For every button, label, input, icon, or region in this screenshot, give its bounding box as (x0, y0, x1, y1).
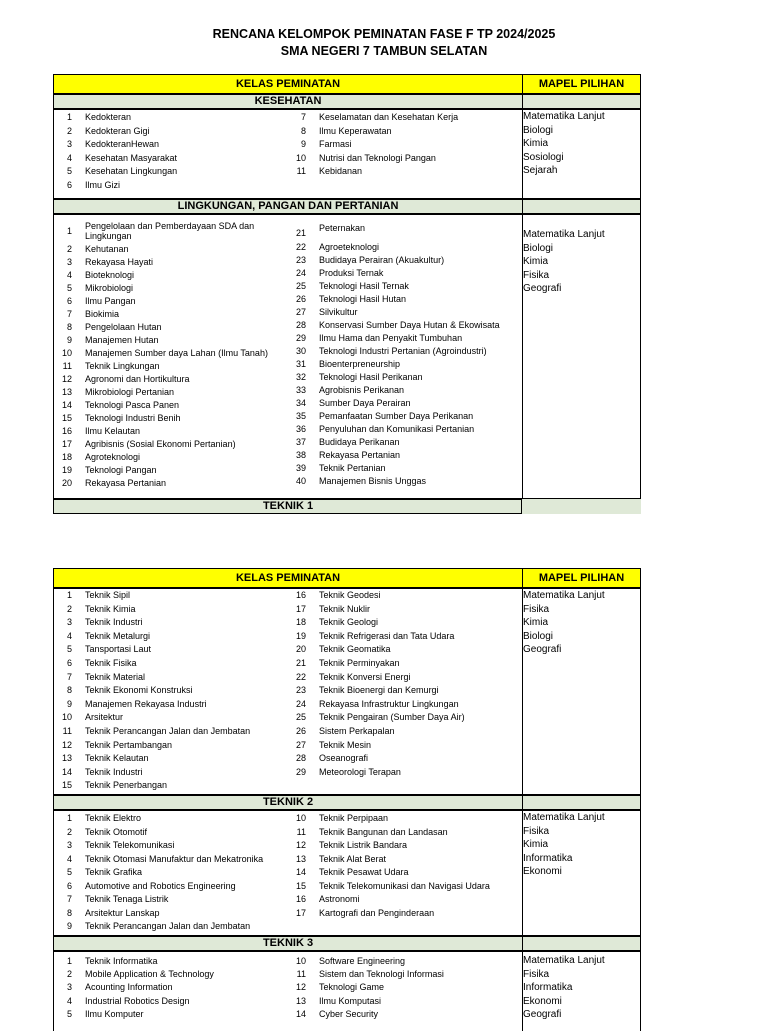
item-number: 10 (61, 712, 72, 723)
item-label: Teknik Informatika (85, 956, 158, 966)
item-label: Teknologi Hasil Ternak (319, 281, 409, 291)
item-label: Teknik Geomatika (319, 644, 391, 655)
group-teknik1-label (53, 499, 522, 514)
item-label: Peternakan (319, 223, 366, 233)
item-number: 9 (66, 335, 72, 345)
item-number: 17 (295, 907, 306, 918)
item-label: Manajemen Bisnis Unggas (319, 476, 427, 486)
item-label: Teknik Otomasi Manufaktur dan Mekatronika (85, 853, 264, 864)
item-label: Rekayasa Infrastruktur Lingkungan (319, 698, 459, 709)
item-label: Arsitektur Lanskap (85, 907, 160, 918)
item-number: 28 (295, 320, 306, 330)
group-kesehatan-body (53, 109, 641, 199)
item-number: 2 (66, 826, 72, 837)
item-label: Biokimia (85, 309, 120, 319)
item-number: 1 (66, 956, 72, 966)
item-number: 1 (66, 590, 72, 600)
item-number: 22 (295, 671, 306, 682)
item-number: 24 (295, 698, 306, 709)
item-number: 38 (295, 450, 306, 460)
table-header (53, 74, 641, 94)
mapel-item: Geografi (523, 283, 562, 295)
item-number: 21 (295, 658, 306, 668)
item-number: 8 (66, 322, 72, 332)
item-number: 17 (295, 603, 306, 614)
item-number: 25 (295, 281, 306, 291)
item-label: Rekayasa Pertanian (319, 450, 401, 460)
item-number: 8 (66, 685, 72, 696)
item-number: 10 (295, 956, 306, 966)
mapel-item: Fisika (523, 603, 550, 615)
item-label: Teknik Pertanian (319, 463, 386, 473)
item-number: 31 (295, 359, 306, 369)
item-label: Teknik Konversi Energi (319, 671, 411, 682)
item-label: Teknologi Pasca Panen (85, 400, 180, 410)
section-kesehatan-lingkungan (53, 74, 641, 516)
teknik2-mapel (523, 811, 605, 879)
header-mapel-pilihan: MAPEL PILIHAN (538, 78, 625, 90)
item-label: Penyuluhan dan Komunikasi Pertanian (319, 424, 475, 434)
item-number: 7 (66, 894, 72, 904)
item-label: Teknologi Pangan (85, 465, 157, 475)
group-teknik2-body (53, 810, 641, 936)
item-number: 12 (61, 374, 72, 384)
item-number: 4 (66, 995, 72, 1006)
item-label: Teknologi Industri Benih (85, 413, 181, 423)
item-number: 20 (295, 644, 306, 655)
item-label: Agroteknologi (85, 452, 141, 462)
item-number: 14 (295, 1008, 306, 1019)
item-label: Kesehatan Masyarakat (85, 152, 178, 163)
item-number: 15 (61, 780, 72, 791)
teknik1-mapel (523, 589, 605, 657)
item-label: Silvikultur (319, 307, 358, 317)
item-label: Teknik Perpipaan (319, 813, 389, 823)
lingkungan-mapel (523, 228, 605, 296)
mapel-item: Sosiologi (523, 151, 564, 163)
item-label: Teknik Perminyakan (319, 658, 400, 668)
item-label: Ilmu Komputer (85, 1008, 144, 1019)
item-number: 8 (300, 125, 306, 136)
group-teknik2-header (53, 795, 641, 810)
mapel-item: Sejarah (523, 165, 558, 177)
item-label: Tansportasi Laut (85, 644, 152, 655)
group-teknik3-body (53, 951, 641, 1031)
item-number: 24 (295, 268, 306, 278)
item-label: Agronomi dan Hortikultura (85, 374, 190, 384)
item-number: 5 (66, 166, 72, 176)
item-number: 6 (66, 658, 72, 668)
item-label: Teknologi Hasil Hutan (319, 294, 407, 304)
item-label: Konservasi Sumber Daya Hutan & Ekowisata (319, 320, 500, 330)
mapel-item: Matematika Lanjut (523, 812, 605, 823)
item-number: 26 (295, 294, 306, 304)
item-number: 6 (66, 296, 72, 306)
item-number: 19 (295, 630, 306, 641)
item-label: Teknik Alat Berat (319, 853, 387, 864)
item-label: Teknik Pengairan (Sumber Daya Air) (319, 712, 465, 723)
teknik3-mapel (523, 954, 605, 1022)
item-number: 15 (295, 880, 306, 891)
item-label: Teknik Tenaga Listrik (85, 894, 169, 904)
mapel-item: Fisika (523, 968, 550, 980)
item-label: Teknik Industri (85, 617, 143, 628)
item-number: 35 (295, 411, 306, 421)
item-number: 26 (295, 726, 306, 736)
item-number: 16 (295, 894, 306, 904)
item-number: 29 (295, 766, 306, 777)
item-number: 3 (66, 257, 72, 267)
item-number: 23 (295, 685, 306, 696)
item-label: Teknik Bangunan dan Landasan (319, 826, 448, 837)
item-label: Kartografi dan Penginderaan (319, 907, 435, 918)
item-number: 12 (295, 840, 306, 850)
item-number: 30 (295, 346, 306, 356)
item-label: Teknik Geologi (319, 617, 379, 628)
item-label: Ilmu Keperawatan (319, 125, 392, 136)
item-number: 6 (66, 880, 72, 891)
item-number: 11 (296, 969, 306, 980)
item-label: Teknik Lingkungan (85, 361, 160, 371)
item-label: Automotive and Robotics Engineering (85, 880, 236, 891)
item-label: Teknologi Hasil Perikanan (319, 372, 423, 382)
item-label: Acounting Information (85, 982, 173, 993)
item-label: Teknik Telekomunikasi dan Navigasi Udara (319, 880, 490, 891)
item-label: Teknik Perancangan Jalan dan Jembatan (85, 726, 251, 736)
item-label: Budidaya Perikanan (319, 437, 400, 447)
item-label: Agribisnis (Sosial Ekonomi Pertanian) (85, 439, 236, 449)
group-teknik1-body (53, 588, 641, 795)
item-number: 1 (66, 813, 72, 823)
item-label: Agrobisnis Perikanan (319, 385, 405, 395)
mapel-item: Biologi (523, 242, 554, 254)
item-label: Ilmu Hama dan Penyakit Tumbuhan (319, 333, 463, 343)
section-teknik (53, 568, 641, 1024)
item-number: 2 (66, 603, 72, 614)
item-label: Ilmu Komputasi (319, 995, 382, 1006)
item-number: 2 (66, 125, 72, 136)
item-number: 9 (66, 698, 72, 709)
item-number: 13 (295, 995, 306, 1006)
mapel-item: Matematika Lanjut (523, 590, 605, 601)
item-label: Teknik Otomotif (85, 826, 148, 837)
item-number: 19 (61, 465, 72, 475)
item-number: 7 (300, 112, 306, 122)
item-number: 27 (295, 307, 306, 317)
item-label: Bioteknologi (85, 270, 135, 280)
item-number: 12 (61, 739, 72, 750)
item-label: Kedokteran (85, 112, 132, 122)
item-number: 14 (295, 867, 306, 877)
mapel-item: Matematika Lanjut (523, 955, 605, 966)
item-number: 5 (66, 644, 72, 655)
item-label: Teknik Kimia (85, 603, 136, 614)
mapel-item: Geografi (523, 644, 562, 656)
item-number: 34 (295, 398, 306, 408)
group-teknik3-header (53, 936, 641, 951)
item-label: Bioenterpreneurship (319, 359, 401, 369)
item-number: 13 (61, 387, 72, 397)
item-label: Pengelolaan Hutan (85, 322, 162, 332)
item-number: 36 (295, 424, 306, 434)
item-number: 11 (296, 166, 306, 176)
item-number: 16 (61, 426, 72, 436)
item-label: Kebidanan (319, 166, 363, 176)
item-number: 5 (66, 283, 72, 293)
group-title: LINGKUNGAN, PANGAN DAN PERTANIAN (54, 200, 523, 213)
item-number: 4 (66, 853, 72, 864)
item-label: Teknik Industri (85, 766, 143, 777)
item-number: 5 (66, 867, 72, 877)
table-header (53, 568, 641, 588)
item-label: Software Engineering (319, 956, 406, 966)
item-label: Teknik Fisika (85, 658, 137, 668)
item-label: KedokteranHewan (85, 139, 160, 149)
item-number: 33 (295, 385, 306, 395)
mapel-item: Informatika (523, 982, 573, 994)
item-number: 7 (66, 309, 72, 319)
item-label: Teknik Perancangan Jalan dan Jembatan (85, 921, 251, 931)
item-label: Teknik Grafika (85, 867, 143, 877)
item-number: 11 (62, 361, 72, 371)
item-number: 9 (66, 921, 72, 931)
item-label: Cyber Security (319, 1008, 379, 1019)
mapel-item: Matematika Lanjut (523, 229, 605, 240)
item-number: 32 (295, 372, 306, 382)
group-lingkungan-header (53, 199, 641, 214)
item-label: Keselamatan dan Kesehatan Kerja (319, 112, 459, 122)
item-number: 37 (295, 437, 306, 447)
item-number: 13 (61, 753, 72, 764)
doc-title: RENCANA KELOMPOK PEMINATAN FASE F TP 2024/2025 (212, 27, 556, 41)
item-number: 29 (295, 333, 306, 343)
item-label: Manajemen Rekayasa Industri (85, 698, 207, 709)
item-label: Sistem dan Teknologi Informasi (319, 969, 444, 980)
item-number: 21 (295, 228, 306, 238)
item-label: Farmasi (319, 139, 352, 149)
item-number: 10 (61, 348, 72, 358)
item-label: Teknik Pesawat Udara (319, 867, 409, 877)
item-number: 23 (295, 255, 306, 265)
mapel-item: Ekonomi (523, 866, 562, 878)
item-label: Oseanografi (319, 753, 369, 764)
item-number: 39 (295, 463, 306, 473)
item-number: 40 (295, 476, 306, 486)
item-number: 1 (66, 226, 72, 236)
item-label: Rekayasa Pertanian (85, 478, 167, 488)
item-number: 13 (295, 853, 306, 864)
item-label: Ilmu Gizi (85, 179, 121, 190)
mapel-item: Kimia (523, 138, 549, 150)
item-label: Agroeteknologi (319, 242, 380, 252)
item-label: Budidaya Perairan (Akuakultur) (319, 255, 445, 265)
item-number: 1 (66, 112, 72, 122)
item-label: Sumber Daya Perairan (319, 398, 411, 408)
item-label: Mikrobiologi (85, 283, 134, 293)
item-number: 10 (295, 152, 306, 163)
item-number: 12 (295, 982, 306, 993)
item-label: Teknik Nuklir (319, 603, 371, 614)
item-label: Teknik Refrigerasi dan Tata Udara (319, 630, 455, 641)
item-label: Teknik Telekomunikasi (85, 840, 175, 850)
item-label: Pemanfaatan Sumber Daya Perikanan (319, 411, 474, 421)
item-label: Ilmu Pangan (85, 296, 136, 306)
group-lingkungan-body (53, 214, 641, 499)
item-number: 2 (66, 969, 72, 980)
kesehatan-mapel (523, 110, 605, 178)
item-label: Manajemen Sumber daya Lahan (Ilmu Tanah) (85, 348, 268, 358)
item-label: Teknologi Industri Pertanian (Agroindustri) (319, 346, 487, 356)
header-kelas-peminatan: KELAS PEMINATAN (54, 75, 523, 93)
item-number: 20 (61, 478, 72, 488)
item-label: Manajemen Hutan (85, 335, 159, 345)
item-number: 4 (66, 152, 72, 163)
item-number: 15 (61, 413, 72, 423)
item-number: 11 (62, 726, 72, 736)
mapel-item: Kimia (523, 617, 549, 629)
item-number: 8 (66, 907, 72, 918)
item-number: 3 (66, 617, 72, 628)
group-title: TEKNIK 3 (54, 937, 523, 950)
item-label: Kesehatan Lingkungan (85, 166, 178, 176)
item-number: 11 (296, 826, 306, 837)
item-label: Teknologi Game (319, 982, 385, 993)
item-number: 9 (300, 139, 306, 149)
mapel-item: Fisika (523, 269, 550, 281)
item-label: Produksi Ternak (319, 268, 384, 278)
item-label: Teknik Geodesi (319, 590, 381, 600)
item-label: Teknik Penerbangan (85, 780, 168, 791)
item-number: 28 (295, 753, 306, 764)
mapel-item: Geografi (523, 1009, 562, 1021)
item-number: 4 (66, 630, 72, 641)
item-label: Mikrobiologi Pertanian (85, 387, 175, 397)
item-number: 22 (295, 242, 306, 252)
item-label: Teknik Bioenergi dan Kemurgi (319, 685, 439, 696)
doc-subtitle: SMA NEGERI 7 TAMBUN SELATAN (280, 44, 488, 58)
item-number: 18 (295, 617, 306, 628)
group-title: TEKNIK 2 (54, 796, 523, 809)
item-number: 2 (66, 244, 72, 254)
group-kesehatan-header (53, 94, 641, 109)
item-number: 10 (295, 813, 306, 823)
item-label: Teknik Kelautan (85, 753, 149, 764)
item-number: 7 (66, 671, 72, 682)
mapel-item: Kimia (523, 839, 549, 851)
mapel-item: Biologi (523, 630, 554, 642)
item-label: Astronomi (319, 894, 360, 904)
group-title: KESEHATAN (54, 95, 523, 108)
item-label: Industrial Robotics Design (85, 995, 190, 1006)
item-number: 18 (61, 452, 72, 462)
item-number: 17 (61, 439, 72, 449)
header-mapel-pilihan: MAPEL PILIHAN (538, 572, 625, 584)
item-number: 5 (66, 1008, 72, 1019)
item-label: Teknik Listrik Bandara (319, 840, 408, 850)
item-label: Kehutanan (85, 244, 129, 254)
item-number: 4 (66, 270, 72, 280)
item-number: 16 (295, 590, 306, 600)
item-label: Teknik Ekonomi Konstruksi (85, 685, 193, 696)
item-label: Rekayasa Hayati (85, 257, 154, 267)
item-label: Mobile Application & Technology (85, 969, 214, 980)
group-title: TEKNIK 1 (262, 500, 314, 512)
mapel-item: Fisika (523, 825, 550, 837)
mapel-item: Biologi (523, 124, 554, 136)
item-label: Teknik Mesin (319, 739, 372, 750)
mapel-item: Informatika (523, 852, 573, 864)
item-number: 3 (66, 982, 72, 993)
item-number: 3 (66, 139, 72, 149)
item-label: Pengelolaan dan Pemberdayaan SDA dan Lingkungan (85, 221, 255, 241)
item-label: Teknik Metalurgi (85, 630, 151, 641)
item-number: 3 (66, 840, 72, 850)
header-kelas-peminatan: KELAS PEMINATAN (54, 569, 523, 587)
item-number: 25 (295, 712, 306, 723)
mapel-item: Matematika Lanjut (523, 111, 605, 122)
item-label: Ilmu Kelautan (85, 426, 141, 436)
item-number: 14 (61, 400, 72, 410)
item-number: 14 (61, 766, 72, 777)
item-number: 27 (295, 739, 306, 750)
item-label: Meteorologi Terapan (319, 766, 401, 777)
item-label: Kedokteran Gigi (85, 125, 150, 136)
item-label: Teknik Pertambangan (85, 739, 173, 750)
item-label: Sistem Perkapalan (319, 726, 395, 736)
item-label: Nutrisi dan Teknologi Pangan (319, 152, 436, 163)
item-label: Teknik Sipil (85, 590, 131, 600)
item-number: 6 (66, 179, 72, 190)
item-label: Teknik Elektro (85, 813, 142, 823)
mapel-item: Kimia (523, 256, 549, 268)
item-label: Teknik Material (85, 671, 146, 682)
mapel-item: Ekonomi (523, 995, 562, 1007)
item-label: Arsitektur (85, 712, 124, 723)
